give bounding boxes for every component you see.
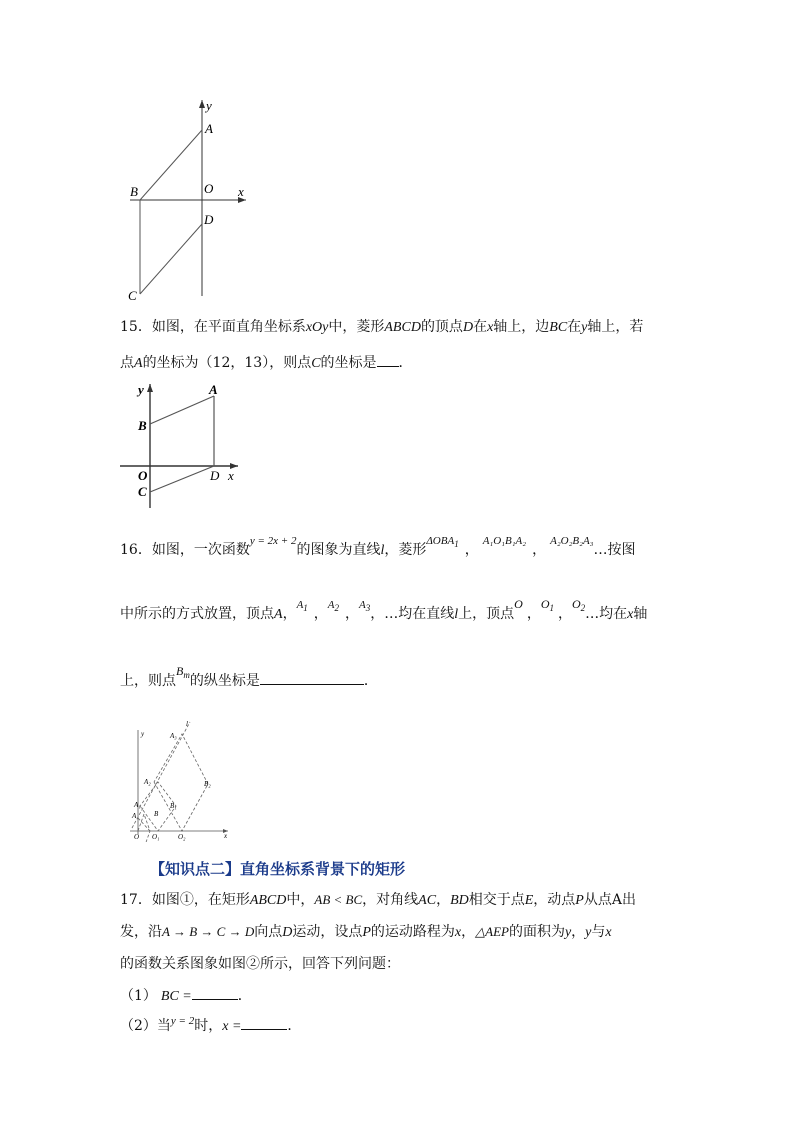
q17-text: 时， [194,1018,223,1034]
q16-text: 轴 [633,606,648,622]
fig2-label-D: D [210,468,220,483]
fig1-label-y: y [206,98,212,113]
q16-function: y = 2x + 2 [249,535,297,547]
fig1-label-O: O [204,181,214,196]
q17-text: 的运动路程为 [370,924,455,940]
q15-math: C [311,356,321,371]
q16-text: 中所示的方式放置，顶点 [120,606,274,622]
fig2-label-y: y [138,382,144,397]
q15-text: 如图，在平面直角坐标系 [151,319,306,335]
q15-text: 轴上，边 [493,319,550,335]
q16-point-A2 [328,599,339,611]
q17-part2-blank [241,1015,287,1030]
q15-line1 [120,317,643,338]
q17-text: 如图①，在矩形 [151,892,250,908]
q17-math: ABCD [249,893,287,908]
q17-text: ． [287,1018,302,1034]
q16-sub: 2 [580,603,586,613]
fig3-label-l: l [186,720,188,728]
fig2-label-C: C [138,484,147,499]
q16-math: A [296,599,304,611]
fig2-label-A: A [209,382,218,397]
q15-text: 中，菱形 [328,319,385,335]
q15-answer-blank [377,352,399,367]
q17-text: 相交于点 [468,892,525,908]
q16-rhombus-1 [426,535,458,547]
q16-math: ΔOBA [426,535,455,547]
q17-text: 的面积为 [508,924,565,940]
q17-text: ，动点 [533,892,576,908]
q17-text: ， [571,924,586,940]
q16-text: ， [464,542,479,558]
q16-text: ， [558,606,572,622]
fig2-label-O: O [138,468,148,483]
fig1-label-B: B [130,184,138,199]
q15-math: A [134,356,143,371]
q15-text: 轴上，若 [587,319,644,335]
q15-text: 在 [473,319,488,335]
q17-math: BC = [160,989,192,1004]
fig1-label-x: x [238,184,244,199]
q17-text: ， [461,924,476,940]
figure-q16-rhombus-chain [124,718,236,842]
q17-text: ， [436,892,451,908]
q17-line3: 的函数关系图象如图②所示，回答下列问题： [120,956,400,972]
q16-answer-blank [260,670,364,685]
q17-part1 [120,985,252,1007]
q17-text: 运动，设点 [292,924,363,940]
q16-line2 [120,597,648,628]
fig3-label-x: x [224,832,228,840]
fig1-label-C: C [128,288,137,303]
q16-text: ． [363,673,378,689]
q16-text: 如图，一次函数 [151,542,250,558]
section-title: 【知识点二】直角坐标系背景下的矩形 [150,860,406,878]
fig3-label-O1: O₁ [152,833,160,841]
q16-sub: 1 [303,603,308,613]
q16-math: x [627,607,634,622]
fig2-label-x: x [228,468,234,483]
q16-math: B [176,664,184,678]
q15-text: 的顶点 [420,319,463,335]
q17-text: ． [237,988,252,1004]
q17-part2 [120,1015,301,1037]
q16-text: 上，顶点 [458,606,515,622]
fig3-label-B1: B₁ [170,802,177,810]
q15-math: xOy [305,320,329,335]
q17-path: A → B → C → D [162,924,255,939]
q16-text: ，菱形 [384,542,427,558]
q17-math: x [605,925,612,940]
q16-text: ， [313,606,328,622]
q17-text: 与 [591,924,606,940]
q16-text: 的图象为直线 [296,542,381,558]
q16-point-O: O [514,597,523,611]
q16-rhombus-3: A₂O₂B₂A₃ [550,535,594,547]
q15-number: 15． [120,319,152,335]
q15-math: y [581,320,588,335]
q17-math: E [524,893,534,908]
q16-point-Bm [176,664,190,678]
q17-text: 中， [286,892,315,908]
q16-point-O2 [572,597,585,611]
q16-sub: 3 [365,603,371,613]
q16-math: l [454,607,459,622]
figure-q14-rhombus [120,96,260,306]
q17-math: y [585,925,592,940]
fig3-label-y: y [141,730,145,738]
q16-math: O [540,597,550,611]
q17-number: 17． [120,892,152,908]
q17-triangle: △AEP [475,924,509,939]
q16-math: O [572,597,581,611]
fig3-label-A3: A₃ [170,732,177,740]
q17-math: BD [450,893,469,908]
q16-number: 16． [120,542,152,558]
q17-math: P [362,925,371,940]
q17-line1 [120,890,636,911]
q16-point-A3 [359,599,370,611]
fig3-label-B: B [154,810,159,818]
q17-math: x = [222,1019,242,1034]
q17-condition: y = 2 [170,1015,195,1027]
q16-text: 的纵坐标是 [189,673,260,689]
q16-text: …均在 [585,606,628,622]
q17-math: D [282,925,293,940]
q16-point-O1 [541,597,554,611]
fig3-label-A: A [132,812,137,820]
q16-line1 [120,535,636,564]
q15-math: ABCD [384,320,421,335]
q17-math: x [454,925,462,940]
q16-text: 上，则点 [120,673,176,689]
q16-math: A [359,599,366,611]
q17-text: 向点 [254,924,283,940]
q15-text: 的坐标为（12，13），则点 [142,355,312,371]
q16-rhombus-2: A₁O₁B₁A₂ [482,535,527,547]
q15-text: ． [398,355,413,371]
q16-point-A1 [297,599,308,611]
q15-text: 的坐标是 [320,355,377,371]
q15-math: x [487,320,494,335]
q17-line2 [120,922,612,943]
fig2-label-B: B [138,418,147,433]
q16-sub: m [183,670,190,680]
q15-math: D [462,320,474,335]
q16-text: …按图 [593,542,636,558]
fig1-label-D: D [204,212,214,227]
q17-text: 发，沿 [120,924,162,940]
q16-line3 [120,664,378,695]
q17-text: ，对角线 [362,892,419,908]
q16-text: ， [345,606,360,622]
q17-math: AC [418,893,437,908]
q15-text: 点 [120,355,134,371]
q17-part1-number: （1） [120,988,157,1004]
q16-sub: 2 [334,603,340,613]
q16-text: ， [532,542,547,558]
figure-q15-rhombus [118,380,248,512]
q17-part1-blank [192,985,238,1000]
q16-math: A [327,599,335,611]
q15-text: 在 [567,319,582,335]
q15-math: BC [549,320,568,335]
fig3-label-A2: A₂ [144,778,151,786]
q16-math: l [380,543,385,558]
q16-text: ， [526,606,541,622]
q16-text: ，…均在直线 [370,606,455,622]
q17-text: 从点A出 [583,892,636,908]
q15-line2 [120,352,413,374]
q17-part2-number: （2）当 [120,1018,171,1034]
q17-math: P [575,893,584,908]
q17-condition: AB < BC [314,892,363,907]
q16-text: ， [282,606,297,622]
q17-math: y [564,925,572,940]
fig3-label-A1: A₁ [134,801,141,809]
fig1-label-A: A [205,121,213,136]
fig3-label-B2: B₂ [204,780,211,788]
q16-sub: 1 [549,603,554,613]
q16-math: A [274,607,283,622]
fig3-label-O2: O₂ [178,833,186,841]
fig3-label-O: O [134,833,140,841]
q16-sub: 1 [454,539,459,549]
